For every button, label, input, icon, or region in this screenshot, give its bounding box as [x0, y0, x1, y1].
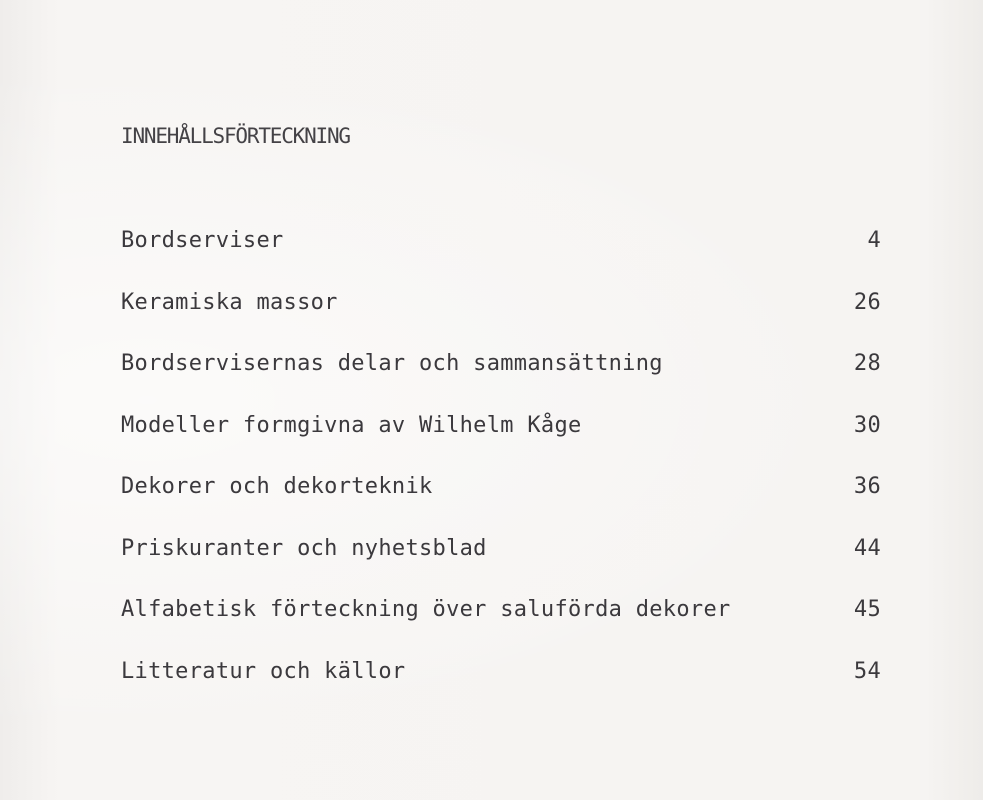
toc-entry: [121, 597, 881, 659]
toc-entry-title: Modeller formgivna av Wilhelm Kåge: [121, 412, 582, 438]
toc-entry-page: 44: [853, 535, 881, 561]
toc-entry: [121, 536, 881, 598]
toc-entry: [121, 413, 881, 475]
toc-entry-title: Litteratur och källor: [121, 658, 406, 684]
toc-entry-page: 30: [853, 412, 881, 438]
toc-entry-title: Bordserviser: [121, 228, 284, 253]
toc-entry-page: 36: [853, 474, 881, 499]
toc-entry-title: Alfabetisk förteckning över saluförda dekorer: [121, 597, 731, 622]
toc-entry-page: 4: [867, 228, 881, 253]
toc-entry-page: 26: [853, 289, 881, 315]
toc-entry: [121, 351, 881, 413]
toc-entry-page: 45: [853, 597, 881, 622]
toc-entry: [121, 474, 881, 536]
toc-entry-title: Bordservisernas delar och sammansättning: [121, 351, 663, 376]
toc-heading: INNEHÅLLSFÖRTECKNING: [121, 124, 350, 148]
toc-entry-page: 28: [853, 351, 881, 376]
toc-entry-title: Keramiska massor: [121, 289, 338, 315]
toc-entry: [121, 659, 881, 721]
toc-entry-title: Dekorer och dekorteknik: [121, 474, 433, 499]
toc-entry-title: Priskuranter och nyhetsblad: [121, 535, 487, 561]
toc-entry-page: 54: [853, 658, 881, 684]
toc-entry: [121, 228, 881, 290]
table-of-contents: [121, 228, 881, 720]
toc-entry: [121, 290, 881, 352]
